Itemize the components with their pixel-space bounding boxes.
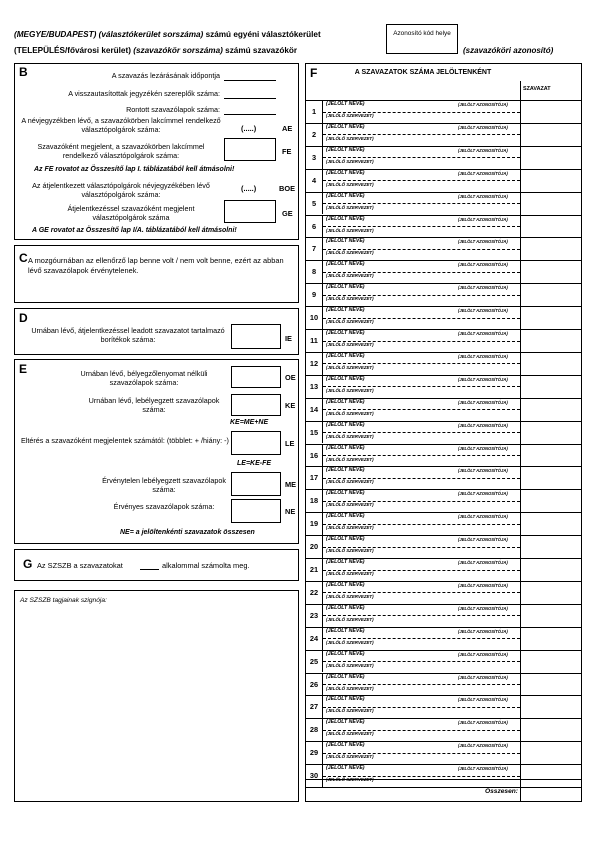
section-c-letter: C [19, 251, 28, 265]
candidate-name[interactable]: (JELÖLT NEVE) [326, 696, 365, 703]
votes-cell[interactable] [521, 215, 581, 238]
candidate-id[interactable]: (JELÖLT AZONOSÍTÓJA) [458, 697, 508, 703]
row-number: 18 [309, 496, 319, 506]
section-b-letter: B [19, 65, 28, 79]
votes-cell[interactable] [521, 535, 581, 558]
candidate-name[interactable]: (JELÖLT NEVE) [326, 398, 365, 405]
code-ne: NE [285, 507, 296, 516]
unstamped-ballots-label: Urnában lévő, bélyegzőlenyomat nélküli szavazólapok száma: [80, 369, 208, 387]
candidate-id[interactable]: (JELÖLT AZONOSÍTÓJA) [458, 124, 508, 130]
section-g-letter: G [23, 557, 33, 571]
discrepancy-label: Eltérés a szavazóként megjelentek számától: (többlet: + /hiány: -) [21, 436, 229, 445]
candidate-id[interactable]: (JELÖLT AZONOSÍTÓJA) [458, 560, 508, 565]
nominating-organization[interactable]: (JELÖLŐ SZERVEZET) [326, 548, 374, 554]
votes-cell[interactable] [521, 169, 581, 192]
candidate-name[interactable]: (JELÖLT NEVE) [326, 536, 365, 543]
spoiled-ballots-field[interactable] [224, 114, 276, 115]
ge-copy-note: A GE rovatot az Összesítő lap I/A. táblázatából kell átmásolni! [32, 227, 237, 234]
candidate-id[interactable]: (JELÖLT AZONOSÍTÓJA) [458, 628, 508, 634]
votes-cell[interactable] [521, 695, 581, 718]
code-ke: KE [285, 401, 296, 410]
candidate-id[interactable]: (JELÖLT AZONOSÍTÓJA) [458, 262, 508, 268]
district-number-placeholder: (választókerület sorszáma) [98, 30, 204, 39]
valid-ballots-box[interactable] [231, 499, 281, 523]
valid-ballots-label: Érvényes szavazólapok száma: [113, 502, 215, 511]
invalid-ballots-label: Érvénytelen lebélyegzett szavazólapok száma: [102, 476, 226, 494]
formula-le: LE=KE-FE [237, 460, 272, 467]
spoiled-ballots-label: Rontott szavazólapok száma: [126, 105, 220, 114]
mobile-box-statement: A mozgóurnában az ellenőrző lap benne volt / nem volt benne, ezért az abban lévő szavazólapok érvénytelenek. [28, 256, 284, 275]
count-times-field[interactable] [140, 569, 159, 570]
candidate-name[interactable]: (JELÖLT NEVE) [326, 215, 365, 222]
row-number: 9 [311, 290, 317, 300]
count-times-text-a: Az SZSZB a szavazatokat [37, 561, 123, 570]
nominating-organization[interactable]: (JELÖLŐ SZERVEZET) [326, 777, 374, 783]
nominating-organization[interactable]: (JELÖLŐ SZERVEZET) [326, 456, 374, 462]
candidate-id[interactable]: (JELÖLT AZONOSÍTÓJA) [458, 720, 508, 726]
row-number: 2 [311, 129, 317, 139]
votes-cell[interactable] [521, 100, 581, 123]
candidate-name[interactable]: (JELÖLT NEVE) [326, 261, 365, 268]
row-number: 21 [309, 565, 319, 574]
candidate-name[interactable]: (JELÖLT NEVE) [326, 101, 365, 107]
voters-appeared-box[interactable] [224, 138, 276, 161]
candidate-id[interactable]: (JELÖLT AZONOSÍTÓJA) [458, 514, 508, 520]
votes-cell[interactable] [521, 146, 581, 169]
row-number: 4 [311, 175, 317, 185]
nominating-organization[interactable]: (JELÖLŐ SZERVEZET) [326, 113, 374, 118]
id-code-box: Azonosító kód helye [386, 24, 458, 54]
row-number: 11 [310, 336, 318, 345]
nominating-organization[interactable]: (JELÖLŐ SZERVEZET) [326, 639, 374, 645]
row-number: 17 [309, 473, 319, 483]
nominating-organization[interactable]: (JELÖLŐ SZERVEZET) [326, 685, 374, 691]
voters-appeared-label: Szavazóként megjelent, a szavazókörben lakcímmel rendelkező választópolgárok száma: [37, 142, 205, 160]
candidate-name[interactable]: (JELÖLT NEVE) [326, 742, 365, 749]
votes-cell[interactable] [521, 306, 581, 329]
row-number: 27 [309, 702, 319, 712]
candidate-name[interactable]: (JELÖLT NEVE) [326, 238, 365, 245]
nominating-organization[interactable]: (JELÖLŐ SZERVEZET) [326, 502, 374, 508]
votes-cell[interactable] [521, 741, 581, 764]
votes-cell[interactable] [521, 398, 581, 421]
row-number: 30 [309, 771, 319, 781]
candidate-name[interactable]: (JELÖLT NEVE) [326, 375, 365, 382]
votes-cell[interactable] [521, 512, 581, 535]
candidate-name[interactable]: (JELÖLT NEVE) [326, 421, 365, 428]
row-number: 24 [309, 633, 319, 643]
votes-cell[interactable] [521, 489, 581, 512]
nominating-organization[interactable]: (JELÖLŐ SZERVEZET) [326, 731, 374, 737]
nominating-organization[interactable]: (JELÖLŐ SZERVEZET) [326, 250, 374, 256]
row-number: 29 [309, 748, 319, 758]
nominating-organization[interactable]: (JELÖLŐ SZERVEZET) [326, 708, 374, 714]
votes-cell[interactable] [521, 260, 581, 283]
candidate-name[interactable]: (JELÖLT NEVE) [326, 146, 365, 153]
section-e-letter: E [19, 362, 28, 376]
votes-cell[interactable] [521, 375, 581, 398]
candidate-id[interactable]: (JELÖLT AZONOSÍTÓJA) [458, 491, 508, 497]
section-d-letter: D [19, 311, 28, 325]
nominating-organization[interactable]: (JELÖLŐ SZERVEZET) [326, 342, 374, 347]
candidate-id[interactable]: (JELÖLT AZONOSÍTÓJA) [458, 605, 508, 611]
nominating-organization[interactable]: (JELÖLŐ SZERVEZET) [326, 227, 374, 233]
nominating-organization[interactable]: (JELÖLŐ SZERVEZET) [326, 387, 374, 393]
candidate-name[interactable]: (JELÖLT NEVE) [326, 650, 365, 657]
transferred-appeared-box[interactable] [224, 200, 276, 223]
code-ae: AE [282, 124, 293, 133]
count-times-text-b: alkalommal számolta meg. [162, 561, 250, 570]
nominating-organization[interactable]: (JELÖLŐ SZERVEZET) [326, 754, 374, 760]
station-id-label: (szavazóköri azonosító) [463, 46, 554, 55]
transferred-appeared-label: Átjelentkezéssel szavazóként megjelent választópolgárok száma [67, 204, 195, 222]
envelopes-label: Urnában lévő, átjelentkezéssel leadott szavazatot tartalmazó borítékok száma: [31, 326, 225, 344]
row-number: 8 [311, 267, 317, 277]
candidate-name[interactable]: (JELÖLT NEVE) [326, 169, 365, 176]
invalid-ballots-box[interactable] [231, 472, 281, 496]
nominating-organization[interactable]: (JELÖLŐ SZERVEZET) [326, 593, 374, 599]
candidate-name[interactable]: (JELÖLT NEVE) [326, 307, 365, 314]
row-number: 28 [309, 725, 319, 735]
votes-cell[interactable] [521, 718, 581, 741]
code-me: ME [285, 480, 297, 489]
code-oe: OE [285, 373, 296, 382]
candidate-id[interactable]: (JELÖLT AZONOSÍTÓJA) [458, 399, 508, 405]
code-ie: IE [285, 334, 292, 343]
header-line-2 [14, 46, 297, 55]
candidate-id[interactable]: (JELÖLT AZONOSÍTÓJA) [458, 468, 508, 474]
row-number: 23 [309, 610, 319, 620]
candidate-id[interactable]: (JELÖLT AZONOSÍTÓJA) [458, 285, 508, 291]
candidate-votes-title: A SZAVAZATOK SZÁMA JELÖLTENKÉNT [354, 69, 492, 76]
code-ge: GE [282, 209, 293, 218]
votes-cell[interactable] [521, 466, 581, 489]
candidate-name[interactable]: (JELÖLT NEVE) [326, 490, 365, 497]
row-number: 10 [309, 313, 319, 323]
row-number: 13 [309, 381, 319, 391]
station-number-placeholder: (szavazókör sorszáma) [133, 46, 223, 55]
nominating-organization[interactable]: (JELÖLŐ SZERVEZET) [326, 158, 374, 164]
fe-copy-note: Az FE rovatot az Összesítő lap I. táblázatából kell átmásolni! [34, 166, 235, 173]
row-number: 12 [309, 358, 319, 368]
candidate-id[interactable]: (JELÖLT AZONOSÍTÓJA) [458, 651, 508, 657]
row-number: 25 [309, 656, 319, 666]
votes-cell[interactable] [521, 604, 581, 627]
candidate-id[interactable]: (JELÖLT AZONOSÍTÓJA) [458, 193, 508, 199]
formula-ke: KE=ME+NE [230, 419, 269, 426]
candidate-name[interactable]: (JELÖLT NEVE) [326, 330, 365, 336]
row-number: 14 [309, 404, 319, 414]
votes-cell[interactable] [521, 352, 581, 375]
votes-cell[interactable] [521, 558, 581, 581]
row-number: 6 [311, 221, 317, 231]
votes-cell[interactable] [521, 123, 581, 146]
candidate-id[interactable]: (JELÖLT AZONOSÍTÓJA) [458, 216, 508, 222]
candidate-name[interactable]: (JELÖLT NEVE) [326, 559, 365, 565]
candidate-id[interactable]: (JELÖLT AZONOSÍTÓJA) [458, 766, 508, 772]
stamped-ballots-box[interactable] [231, 394, 281, 416]
registered-voters-value[interactable]: (.....) [241, 124, 257, 133]
votes-cell[interactable] [521, 237, 581, 260]
nominating-organization[interactable]: (JELÖLŐ SZERVEZET) [326, 571, 374, 576]
nominating-organization[interactable]: (JELÖLŐ SZERVEZET) [326, 410, 374, 416]
candidate-name[interactable]: (JELÖLT NEVE) [326, 673, 365, 680]
closing-time-field[interactable] [224, 80, 276, 81]
county-placeholder: (MEGYE/BUDAPEST) [14, 30, 97, 39]
candidate-name[interactable]: (JELÖLT NEVE) [326, 513, 365, 520]
row-number: 16 [309, 450, 319, 460]
station-text: számú szavazókör [225, 46, 298, 55]
nominating-organization[interactable]: (JELÖLŐ SZERVEZET) [326, 662, 374, 668]
row-number: 20 [309, 542, 319, 552]
votes-cell[interactable] [521, 444, 581, 467]
candidate-name[interactable]: (JELÖLT NEVE) [326, 719, 365, 726]
nominating-organization[interactable]: (JELÖLŐ SZERVEZET) [326, 296, 374, 302]
signature-label: Az SZSZB tagjainak szignója: [20, 597, 107, 604]
discrepancy-box[interactable] [231, 431, 281, 455]
nominating-organization[interactable]: (JELÖLŐ SZERVEZET) [326, 319, 374, 325]
closing-time-label: A szavazás lezárásának időpontja [111, 71, 220, 80]
votes-cell[interactable] [521, 673, 581, 696]
nominating-organization[interactable]: (JELÖLŐ SZERVEZET) [326, 273, 374, 279]
row-number: 15 [309, 427, 319, 437]
district-text: számú egyéni választókerület [205, 30, 321, 39]
code-boe: BOE [279, 184, 296, 193]
transferred-voters-label: Az átjelentkezett választópolgárok névjegyzékében lévő választópolgárok száma: [32, 181, 210, 199]
candidate-name[interactable]: (JELÖLT NEVE) [326, 444, 365, 451]
candidate-name[interactable]: (JELÖLT NEVE) [326, 581, 365, 588]
votes-cell[interactable] [521, 650, 581, 673]
votes-cell[interactable] [521, 192, 581, 215]
candidate-name[interactable]: (JELÖLT NEVE) [326, 123, 365, 130]
candidate-name[interactable]: (JELÖLT NEVE) [326, 284, 365, 291]
candidate-id[interactable]: (JELÖLT AZONOSÍTÓJA) [458, 239, 508, 245]
row-number: 19 [309, 519, 319, 529]
header-line-1 [14, 30, 321, 39]
unstamped-ballots-box[interactable] [231, 366, 281, 388]
candidate-id[interactable]: (JELÖLT AZONOSÍTÓJA) [458, 376, 508, 382]
candidate-name[interactable]: (JELÖLT NEVE) [326, 192, 365, 199]
nominating-organization[interactable]: (JELÖLŐ SZERVEZET) [326, 204, 374, 210]
candidate-id[interactable]: (JELÖLT AZONOSÍTÓJA) [458, 353, 508, 359]
candidate-id[interactable]: (JELÖLT AZONOSÍTÓJA) [458, 102, 508, 107]
nominating-organization[interactable]: (JELÖLŐ SZERVEZET) [326, 525, 374, 531]
row-number: 22 [309, 587, 319, 597]
votes-column-header: SZAVAZAT [523, 86, 551, 92]
nominating-organization[interactable]: (JELÖLŐ SZERVEZET) [326, 479, 374, 485]
candidate-id[interactable]: (JELÖLT AZONOSÍTÓJA) [458, 308, 508, 314]
rejected-count-field[interactable] [224, 98, 276, 99]
rejected-count-label: A visszautasítottak jegyzékén szereplők száma: [68, 89, 220, 98]
registered-voters-label: A névjegyzékben lévő, a szavazókörben lakcímmel rendelkező választópolgárok száma: [21, 116, 221, 134]
transferred-voters-value[interactable]: (.....) [241, 184, 257, 193]
row-number: 7 [311, 244, 317, 254]
row-number: 1 [311, 107, 317, 116]
nominating-organization[interactable]: (JELÖLŐ SZERVEZET) [326, 181, 374, 187]
candidate-id[interactable]: (JELÖLT AZONOSÍTÓJA) [458, 674, 508, 680]
votes-cell[interactable] [521, 581, 581, 604]
stamped-ballots-label: Urnában lévő, lebélyegzett szavazólapok száma: [88, 396, 220, 414]
votes-cell[interactable] [521, 421, 581, 444]
candidate-id[interactable]: (JELÖLT AZONOSÍTÓJA) [458, 147, 508, 153]
candidate-id[interactable]: (JELÖLT AZONOSÍTÓJA) [458, 743, 508, 749]
total-label: Összesen: [485, 788, 518, 795]
candidate-name[interactable]: (JELÖLT NEVE) [326, 352, 365, 359]
nominating-organization[interactable]: (JELÖLŐ SZERVEZET) [326, 135, 374, 141]
votes-cell[interactable] [521, 283, 581, 306]
candidate-name[interactable]: (JELÖLT NEVE) [326, 765, 365, 772]
envelopes-box[interactable] [231, 324, 281, 349]
candidate-name[interactable]: (JELÖLT NEVE) [326, 627, 365, 634]
code-fe: FE [282, 147, 292, 156]
row-number: 3 [311, 152, 317, 162]
candidate-id[interactable]: (JELÖLT AZONOSÍTÓJA) [458, 170, 508, 176]
row-number: 5 [311, 198, 317, 208]
nominating-organization[interactable]: (JELÖLŐ SZERVEZET) [326, 616, 374, 622]
section-f-letter: F [310, 66, 318, 80]
candidate-name[interactable]: (JELÖLT NEVE) [326, 604, 365, 611]
nominating-organization[interactable]: (JELÖLŐ SZERVEZET) [326, 364, 374, 370]
votes-cell[interactable] [521, 764, 581, 787]
votes-cell[interactable] [521, 329, 581, 352]
candidate-name[interactable]: (JELÖLT NEVE) [326, 467, 365, 474]
settlement-placeholder: (TELEPÜLÉS/fővárosi kerület) [14, 46, 131, 55]
candidate-id[interactable]: (JELÖLT AZONOSÍTÓJA) [458, 582, 508, 588]
candidate-id[interactable]: (JELÖLT AZONOSÍTÓJA) [458, 537, 508, 543]
candidate-id[interactable]: (JELÖLT AZONOSÍTÓJA) [458, 422, 508, 428]
code-le: LE [285, 439, 295, 448]
candidate-id[interactable]: (JELÖLT AZONOSÍTÓJA) [458, 331, 508, 336]
nominating-organization[interactable]: (JELÖLŐ SZERVEZET) [326, 433, 374, 439]
formula-ne: NE= a jelöltenkénti szavazatok összesen [120, 529, 255, 536]
signature-box [14, 590, 299, 802]
row-number: 26 [309, 679, 319, 689]
candidate-id[interactable]: (JELÖLT AZONOSÍTÓJA) [458, 445, 508, 451]
votes-cell[interactable] [521, 627, 581, 650]
